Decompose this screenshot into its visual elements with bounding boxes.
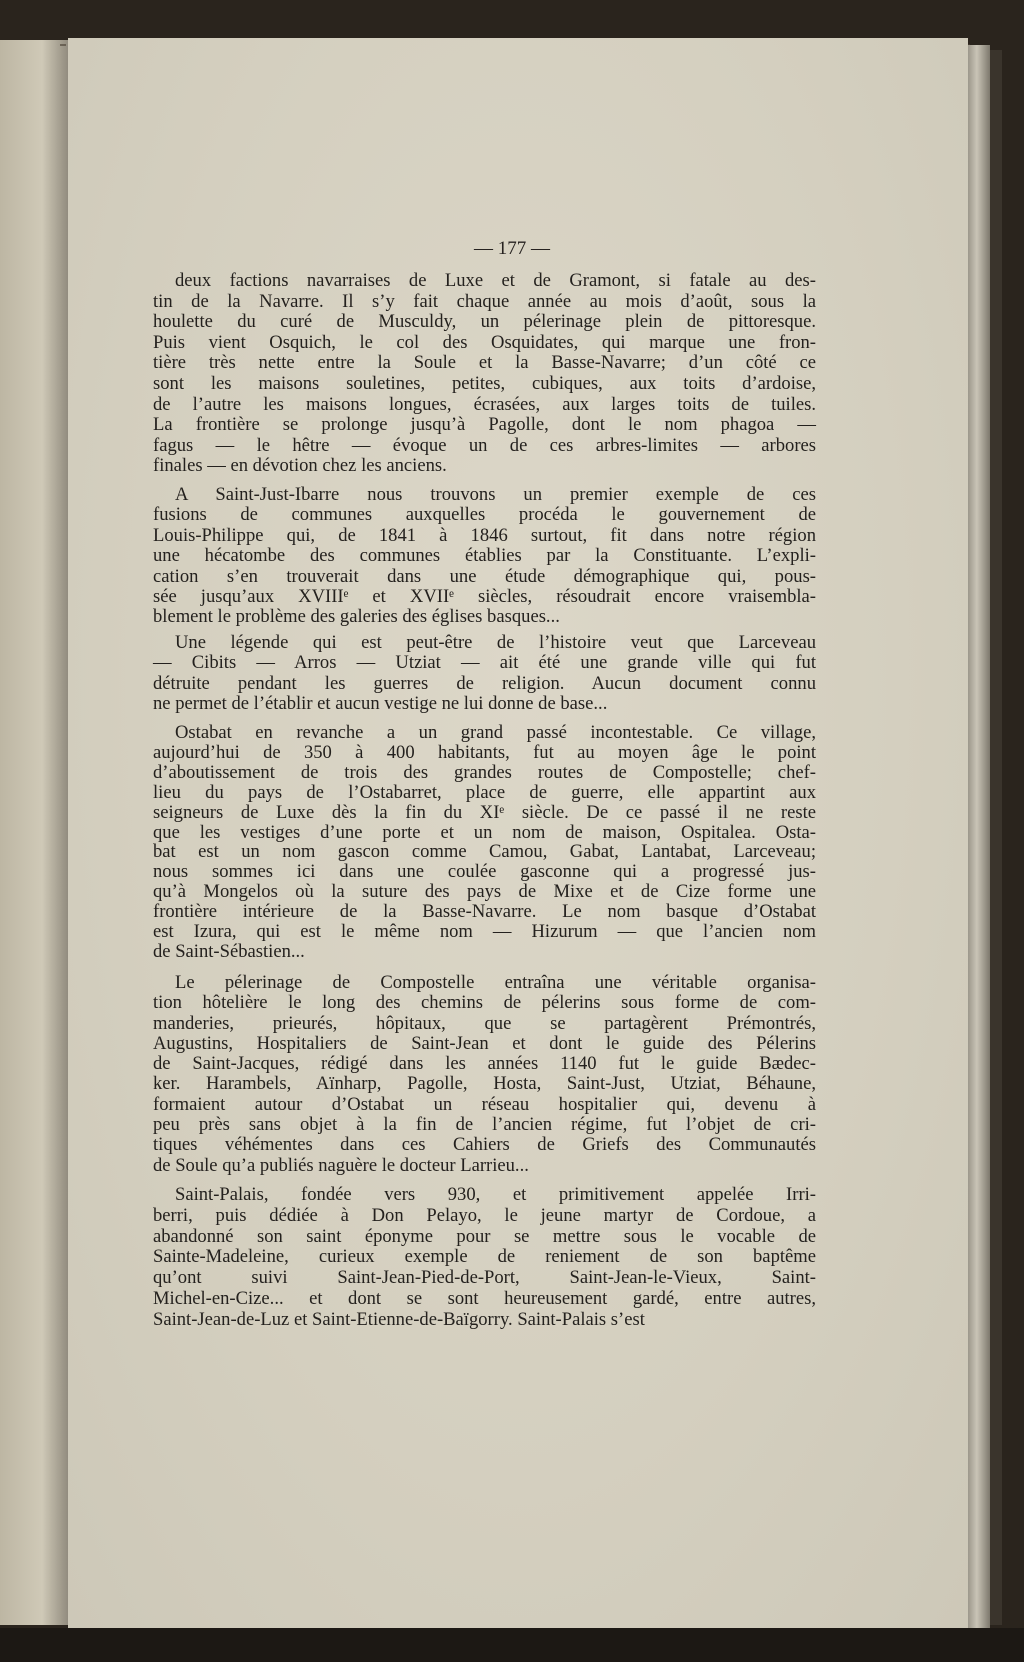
paragraph: [153, 1185, 816, 1331]
text-line: Augustins, Hospitaliers de Saint-Jean et dont le guide des Pélerins: [153, 1032, 816, 1054]
text-line: Ostabat en revanche a un grand passé incontestable. Ce village,: [175, 722, 816, 743]
text-line: de Saint-Sébastien...: [153, 940, 305, 962]
text-line: qu’à Mongelos où la suture des pays de Mixe et de Cize forme une: [153, 881, 816, 903]
text-line: deux factions navarraises de Luxe et de Gramont, si fatale au des-: [175, 270, 816, 291]
text-line: tiques véhémentes dans ces Cahiers de Griefs des Communautés: [153, 1134, 816, 1156]
paragraph: [153, 973, 816, 1176]
text-line: berri, puis dédiée à Don Pelayo, le jeune martyr de Cordoue, a: [153, 1204, 816, 1226]
text-line: seigneurs de Luxe dès la fin du XIᵉ siècle. De ce passé il ne reste: [153, 801, 816, 823]
text-line: houlette du curé de Musculdy, un pélerinage plein de pittoresque.: [153, 311, 816, 333]
text-line: tion hôtelière le long des chemins de pélerins sous forme de com-: [153, 992, 816, 1014]
text-line: lieu du pays de l’Ostabarret, place de guerre, elle appartint aux: [153, 781, 816, 803]
text-line: Puis vient Osquich, le col des Osquidates, qui marque une fron-: [153, 331, 816, 353]
text-line: de l’autre les maisons longues, écrasées, aux larges toits de tuiles.: [153, 393, 816, 415]
text-line: tin de la Navarre. Il s’y fait chaque année au mois d’août, sous la: [153, 290, 816, 312]
text-line: Une légende qui est peut-être de l’histoire veut que Larceveau: [175, 632, 816, 653]
text-line: Michel-en-Cize... et dont se sont heureusement gardé, entre autres,: [153, 1287, 816, 1309]
text-line: détruite pendant les guerres de religion. Aucun document connu: [153, 672, 816, 694]
text-line: ker. Harambels, Aïnharp, Pagolle, Hosta, Saint-Just, Utziat, Béhaune,: [153, 1073, 816, 1095]
text-line: de Saint-Jacques, rédigé dans les années 1140 fut le guide Bædec-: [153, 1053, 816, 1075]
text-line: cation s’en trouverait dans une étude démographique qui, pous-: [153, 565, 816, 587]
text-line: aujourd’hui de 350 à 400 habitants, fut au moyen âge le point: [153, 741, 816, 763]
text-line: sont les maisons souletines, petites, cubiques, aux toits d’ardoise,: [153, 372, 816, 394]
page-stack-edge: [968, 45, 990, 1630]
text-line: manderies, prieurés, hôpitaux, que se partagèrent Prémontrés,: [153, 1012, 816, 1034]
text-line: blement le problème des galeries des églises basques...: [153, 606, 560, 628]
text-line: de Soule qu’a publiés naguère le docteur Larrieu...: [153, 1154, 529, 1176]
text-line: peu près sans objet à la fin de l’ancien régime, fut l’objet de cri-: [153, 1114, 816, 1136]
facing-page-edge: [0, 40, 70, 1625]
paragraph: [153, 271, 816, 477]
text-line: une hécatombe des communes établies par la Constituante. L’expli-: [153, 545, 816, 567]
text-line: frontière intérieure de la Basse-Navarre. Le nom basque d’Ostabat: [153, 901, 816, 923]
text-line: Le pélerinage de Compostelle entraîna une véritable organisa-: [175, 972, 816, 993]
scan-background: [0, 1628, 1024, 1662]
text-line: est Izura, qui est le même nom — Hizurum — que l’ancien nom: [153, 921, 816, 943]
text-line: que les vestiges d’une porte et un nom de maison, Ospitalea. Osta-: [153, 821, 816, 843]
text-line: Sainte-Madeleine, curieux exemple de reniement de son baptême: [153, 1246, 816, 1268]
text-line: finales — en dévotion chez les anciens.: [153, 455, 447, 477]
paragraph: [153, 723, 816, 962]
paragraph: [153, 633, 816, 715]
text-line: sée jusqu’aux XVIIIᵉ et XVIIᵉ siècles, résoudrait encore vraisembla-: [153, 586, 816, 608]
paragraph: [153, 485, 816, 628]
text-line: d’aboutissement de trois des grandes routes de Compostelle; chef-: [153, 761, 816, 783]
text-line: fagus — le hêtre — évoque un de ces arbres-limites — arbores: [153, 434, 816, 456]
text-line: bat est un nom gascon comme Camou, Gabat, Lantabat, Larceveau;: [153, 841, 816, 863]
page-number: — 177 —: [474, 238, 550, 259]
text-line: ne permet de l’établir et aucun vestige ne lui donne de base...: [153, 693, 608, 715]
text-line: Saint-Palais, fondée vers 930, et primitivement appelée Irri-: [175, 1184, 816, 1205]
text-line: — Cibits — Arros — Utziat — ait été une grande ville qui fut: [153, 652, 816, 674]
text-line: La frontière se prolonge jusqu’à Pagolle, dont le nom phagoa —: [153, 414, 816, 436]
book-cover-edge: [990, 50, 1002, 1625]
text-line: A Saint-Just-Ibarre nous trouvons un premier exemple de ces: [175, 484, 816, 505]
text-line: Louis-Philippe qui, de 1841 à 1846 surtout, fit dans notre région: [153, 524, 816, 546]
text-line: tière très nette entre la Soule et la Basse-Navarre; d’un côté ce: [153, 352, 816, 374]
text-line: qu’ont suivi Saint-Jean-Pied-de-Port, Saint-Jean-le-Vieux, Saint-: [153, 1267, 816, 1289]
text-line: formaient autour d’Ostabat un réseau hospitalier qui, devenu à: [153, 1093, 816, 1115]
text-line: nous sommes ici dans une coulée gasconne qui a progressé jus-: [153, 861, 816, 883]
text-line: fusions de communes auxquelles procéda le gouvernement de: [153, 504, 816, 526]
text-line: abandonné son saint éponyme pour se mettre sous le vocable de: [153, 1225, 816, 1247]
text-line: Saint-Jean-de-Luz et Saint-Etienne-de-Baïgorry. Saint-Palais s’est: [153, 1308, 645, 1330]
